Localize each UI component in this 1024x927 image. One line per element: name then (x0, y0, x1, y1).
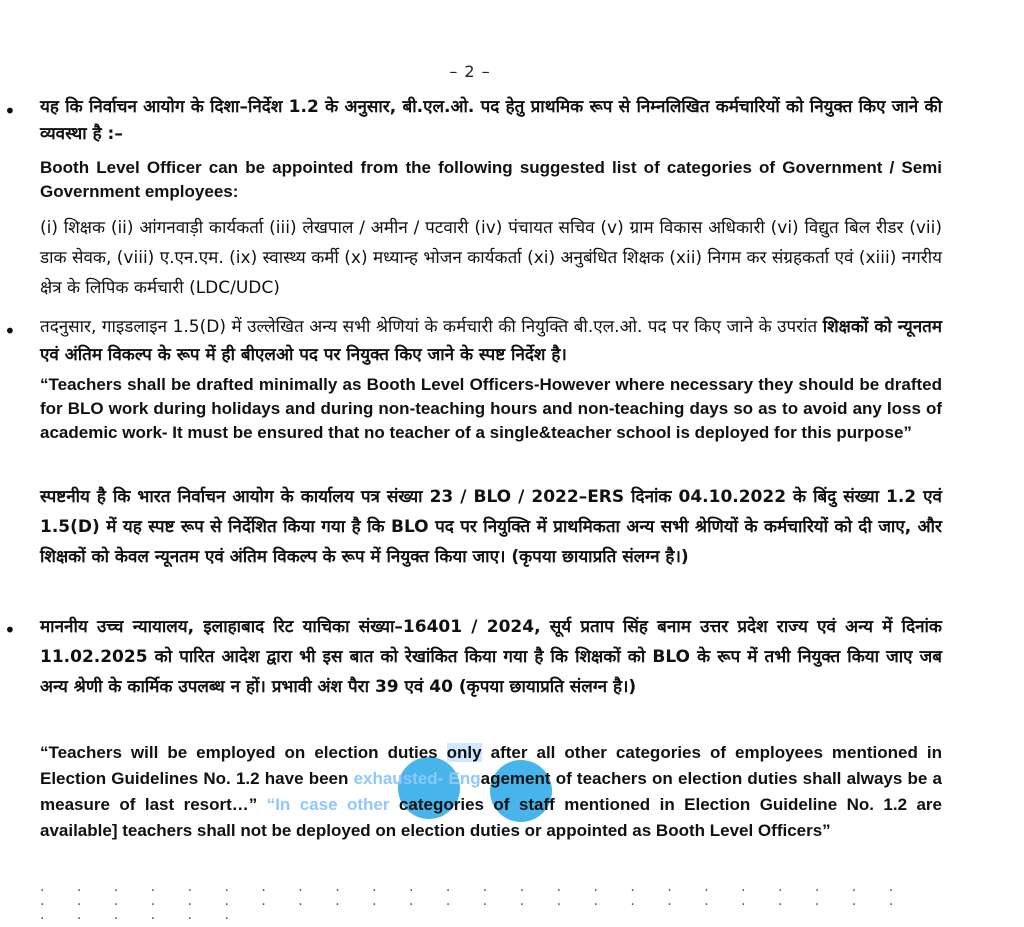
quote-part-1: “Teachers will be employed on election duties (40, 743, 447, 762)
bullet-1: • (4, 99, 16, 123)
section2-hindi-para (40, 313, 942, 369)
bullet-2: • (4, 319, 16, 343)
selected-text-exhausted: exhausted- Eng (353, 769, 481, 788)
quote-part-2: after all other categories of employees mentioned in Election Guidelines No. 1.2 have been (40, 743, 942, 788)
selected-text-only: only (446, 743, 482, 762)
section2-hindi-normal: तदनुसार, गाइडलाइन 1.5(D) में उल्लेखित अन्य सभी श्रेणियां के कर्मचारी की नियुक्ति बी.एल.ओ. पद पर किए जाने के उपरांत (40, 317, 823, 337)
quote-part-4: categories of staff mentioned in Election Guideline No. 1.2 are available] teachers shall not be deployed on election duties or appointed as Booth Level Officers” (40, 795, 942, 840)
section3-english-quote (40, 740, 942, 844)
section1-categories-list: (i) शिक्षक (ii) आंगनवाड़ी कार्यकर्ता (iii) लेखपाल / अमीन / पटवारी (iv) पंचायत सचिव (v) ग्राम विकास अधिकारी (vi) विद्युत बिल रीडर (vii) डाक सेवक, (viii) ए.एन.एम. (ix) स्वास्थ्य कर्मी (x) मध्यान्ह भोजन कार्यकर्ता (xi) अनुबंधित शिक्षक (xii) निगम कर संग्रहकर्ता एवं (xiii) नगरीय क्षेत्र के लिपिक कर्मचारी (LDC/UDC) (40, 218, 942, 298)
section2-clarification-para: स्पष्टनीय है कि भारत निर्वाचन आयोग के कार्यालय पत्र संख्या 23 / BLO / 2022–ERS दिनांक 04.10.2022 के बिंदु संख्या 1.2 एवं 1.5(D) में यह स्पष्ट रूप से निर्देशित किया गया है कि BLO पद पर नियुक्ति में प्राथमिकता अन्य सभी श्रेणियों के कर्मचारियों को दी जाए, और शिक्षकों को केवल न्यूनतम एवं अंतिम विकल्प के रूप में नियुक्त किया जाए। (कृपया छायाप्रति संलग्न है।) (40, 487, 942, 567)
selected-text-in-case-other: “In case other (266, 795, 390, 814)
quote-part-3: agement of teachers on election duties shall always be a measure of last resort…” (40, 769, 942, 814)
bullet-3: • (4, 618, 16, 642)
section2-english-quote: “Teachers shall be drafted minimally as Booth Level Officers-However where necessary they should be drafted for BLO work during holidays and during non-teaching hours and non-teaching days so as to avoid any loss of academic work- It must be ensured that no teacher of a single&teacher school is deployed for this purpose” (40, 375, 942, 442)
page-number: – 2 – (449, 62, 491, 81)
section1-hindi-para: यह कि निर्वाचन आयोग के दिशा–निर्देश 1.2 के अनुसार, बी.एल.ओ. पद हेतु प्राथमिक रूप से निम्नलिखित कर्मचारियों को नियुक्त किए जाने की व्यवस्था है :– (40, 97, 942, 144)
section2-hindi-bold: शिक्षकों को न्यूनतम एवं अंतिम विकल्प के रूप में ही बीएलओ पद पर नियुक्त किए जाने के स्पष्ट निर्देश है। (40, 317, 942, 365)
cut-off-next-line: · · · · · · · · · · · · · · · · · · · · · · · · · · · · · · · · · · · · · · · · · · · · · · · · · · · · · · (40, 883, 908, 927)
section3-hindi-para: माननीय उच्च न्यायालय, इलाहाबाद रिट याचिका संख्या–16401 / 2024, सूर्य प्रताप सिंह बनाम उत्तर प्रदेश राज्य एवं अन्य में दिनांक 11.02.2025 को पारित आदेश द्वारा भी इस बात को रेखांकित किया गया है कि शिक्षकों को BLO के रूप में तभी नियुक्त किया जाए जब अन्य श्रेणी के कार्मिक उपलब्ध न हों। प्रभावी अंश पैरा 39 एवं 40 (कृपया छायाप्रति संलग्न है।) (40, 617, 942, 697)
section1-english-para: Booth Level Officer can be appointed from the following suggested list of categories of Government / Semi Government employees: (40, 158, 942, 201)
